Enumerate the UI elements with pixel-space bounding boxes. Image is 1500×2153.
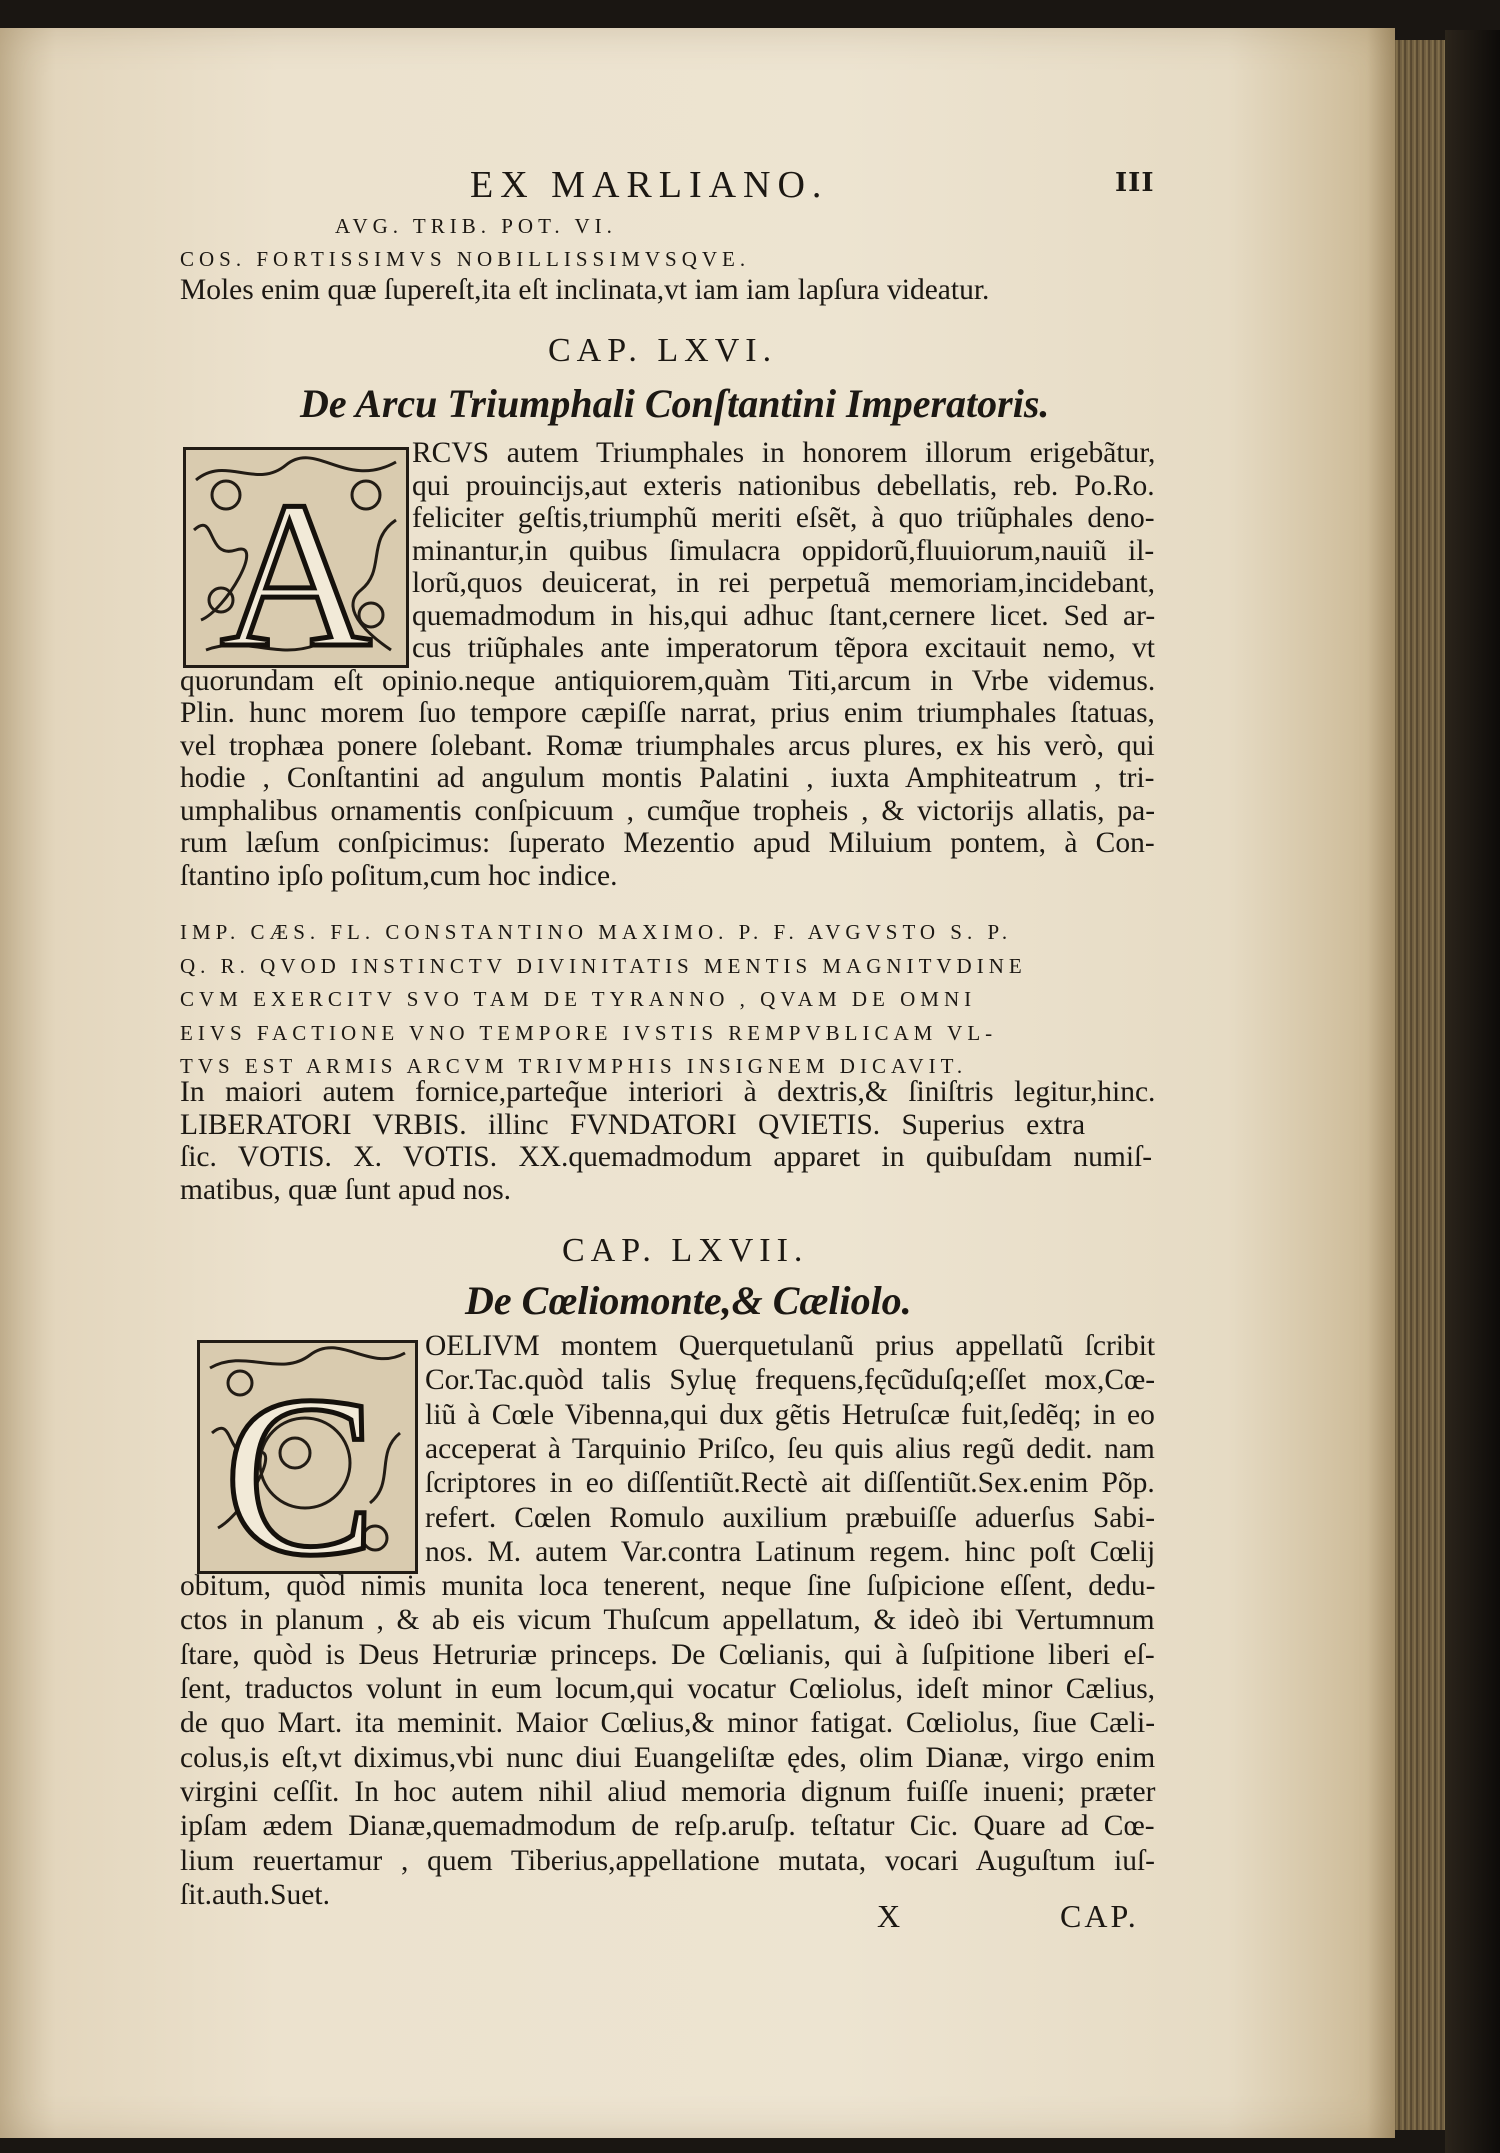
paragraph-line: ſent, traductos volunt in eum locum,qui vocatur Cœliolus, ideſt minor Cælius, xyxy=(180,1673,1156,1705)
paragraph-line: Moles enim quæ ſupereſt,ita eſt inclinata,vt iam iam lapſura videatur. xyxy=(180,274,990,306)
paragraph-line: virgini ceſſit. In hoc autem nihil aliud memoria dignum fuiſſe inueni; præter xyxy=(180,1775,1156,1808)
paragraph-line: hodie , Conſtantini ad angulum montis Palatini , iuxta Amphiteatrum , tri- xyxy=(180,762,1155,794)
paragraph-line: obitum, quòd nimis munita loca tenerent, neque ſine ſuſpicione eſſent, dedu- xyxy=(180,1570,1156,1603)
paragraph-line: ipſam ædem Dianæ,quemadmodum de reſp.aruſp. teſtatur Cic. Quare ad Cœ- xyxy=(180,1810,1155,1843)
paragraph-line: ſic. VOTIS. X. VOTIS. XX.quemadmodum apparet in quibuſdam numiſ- xyxy=(180,1141,1153,1173)
paragraph-line: cus triũphales ante imperatorum tẽpora excitauit nemo, vt xyxy=(412,632,1155,664)
paragraph-line: colus,is eſt,vt diximus,vbi nunc diui Euangeliſtæ ędes, olim Dianæ, virgo enim xyxy=(180,1741,1156,1774)
signature-mark: X xyxy=(877,1898,904,1934)
paragraph-line: In maiori autem fornice,parteq̃ue interiori à dextris,& ſiniſtris legitur,hinc. xyxy=(180,1076,1156,1108)
paragraph-line: OELIVM montem Querquetulanũ prius appellatũ ſcribit xyxy=(425,1330,1156,1362)
inscription-line: COS. FORTISSIMVS NOBILLISSIMVSQVE. xyxy=(180,247,751,271)
inscription-line: AVG. TRIB. POT. VI. xyxy=(335,214,617,238)
paragraph-line: ſtantino ipſo poſitum,cum hoc indice. xyxy=(180,859,618,892)
chapter-title: De Arcu Triumphali Conſtantini Imperatoris. xyxy=(300,381,1050,426)
paragraph-line: rum læſum conſpicimus: ſuperato Mezentio apud Miluium pontem, à Con- xyxy=(180,827,1155,859)
paragraph-line: umphalibus ornamentis conſpicuum , cumq̃ue tropheis , & victorijs allatis, pa- xyxy=(180,794,1156,827)
inscription-line: TVS EST ARMIS ARCVM TRIVMPHIS INSIGNEM DICAVIT. xyxy=(180,1054,968,1078)
paragraph-line: quemadmodum in his,qui adhuc ſtant,cernere licet. Sed ar- xyxy=(412,599,1156,632)
paragraph-line: qui prouincijs,aut exteris nationibus debellatis, reb. Po.Ro. xyxy=(412,469,1155,502)
paragraph-line: lorũ,quos deuicerat, in rei perpetuã memoriam,incidebant, xyxy=(412,567,1155,599)
paragraph-line: refert. Cœlen Romulo auxilium præbuiſſe aduerſus Sabi- xyxy=(425,1501,1156,1534)
paragraph-line: lium reuertamur , quem Tiberius,appellatione mutata, vocari Auguſtum iuſ- xyxy=(180,1844,1156,1877)
paragraph-line: feliciter geſtis,triumphũ meriti eſsẽt, à quo triũphales deno- xyxy=(412,502,1155,534)
paragraph-line: quorundam eſt opinio.neque antiquiorem,quàm Titi,arcum in Vrbe videmus. xyxy=(180,664,1156,697)
paragraph-line: liũ à Cœle Vibenna,qui dux gẽtis Hetruſcæ fuit,ſedẽq; in eo xyxy=(425,1398,1155,1431)
ornament-icon xyxy=(186,450,406,665)
decorated-initial-c xyxy=(197,1340,418,1574)
ornament-icon xyxy=(200,1343,415,1571)
paragraph-line: nos. M. autem Var.contra Latinum regem. hinc poſt Cœlij xyxy=(425,1535,1156,1568)
paragraph-line: ſtare, quòd is Deus Hetruriæ princeps. De Cœlianis, qui à ſuſpitione liberi eſ- xyxy=(180,1638,1155,1671)
inscription-line: CVM EXERCITV SVO TAM DE TYRANNO , QVAM DE OMNI xyxy=(180,987,977,1011)
running-title: EX MARLIANO. xyxy=(470,164,829,206)
paragraph-line: vel trophæa ponere ſolebant. Romæ triumphales arcus plures, ex his verò, qui xyxy=(180,729,1155,762)
paragraph-line: acceperat à Tarquinio Priſco, ſeu quis alius regũ dedit. nam xyxy=(425,1432,1155,1465)
paragraph-line: Plin. hunc morem ſuo tempore cæpiſſe narrat, prius enim triumphales ſtatuas, xyxy=(180,697,1155,729)
paragraph-line: RCVS autem Triumphales in honorem illorum erigebãtur, xyxy=(412,437,1156,469)
paragraph-line: de quo Mart. ita meminit. Maior Cœlius,& minor fatigat. Cœliolus, ſiue Cæli- xyxy=(180,1707,1156,1740)
paragraph-line: LIBERATORI VRBIS. illinc FVNDATORI QVIETIS. Superius extra xyxy=(180,1108,1086,1141)
chapter-heading: CAP. LXVI. xyxy=(548,332,778,369)
inscription-line: IMP. CÆS. FL. CONSTANTINO MAXIMO. P. F. AVGVSTO S. P. xyxy=(180,920,1013,944)
inscription-line: Q. R. QVOD INSTINCTV DIVINITATIS MENTIS MAGNITVDINE xyxy=(180,953,1027,978)
book-spine xyxy=(1445,30,1500,2153)
folio-number: III xyxy=(1115,168,1155,198)
paragraph-line: Cor.Tac.quòd talis Syluę frequens,fęcũduſq;eſſet mox,Cœ- xyxy=(425,1364,1156,1397)
initial-letter: C xyxy=(223,1348,377,1571)
inscription-line: EIVS FACTIONE VNO TEMPORE IVSTIS REMPVBLICAM VL- xyxy=(180,1020,998,1045)
paragraph-line: ſit.auth.Suet. xyxy=(180,1878,330,1911)
chapter-title: De Cœliomonte,& Cæliolo. xyxy=(465,1278,912,1323)
chapter-heading: CAP. LXVII. xyxy=(562,1232,809,1269)
page-edges xyxy=(1395,40,1445,2130)
initial-letter: A xyxy=(220,459,372,665)
paragraph-line: matibus, quæ ſunt apud nos. xyxy=(180,1173,512,1206)
paragraph-line: ctos in planum , & ab eis vicum Thuſcum appellatum, & ideò ibi Vertumnum xyxy=(180,1604,1155,1637)
decorated-initial-a xyxy=(183,447,409,668)
catchword: CAP. xyxy=(1060,1898,1139,1934)
paragraph-line: minantur,in quibus ſimulacra oppidorũ,fluuiorum,nauiũ il- xyxy=(412,534,1155,567)
paragraph-line: ſcriptores in eo diſſentiũt.Rectè ait diſſentiũt.Sex.enim Põp. xyxy=(425,1467,1155,1500)
